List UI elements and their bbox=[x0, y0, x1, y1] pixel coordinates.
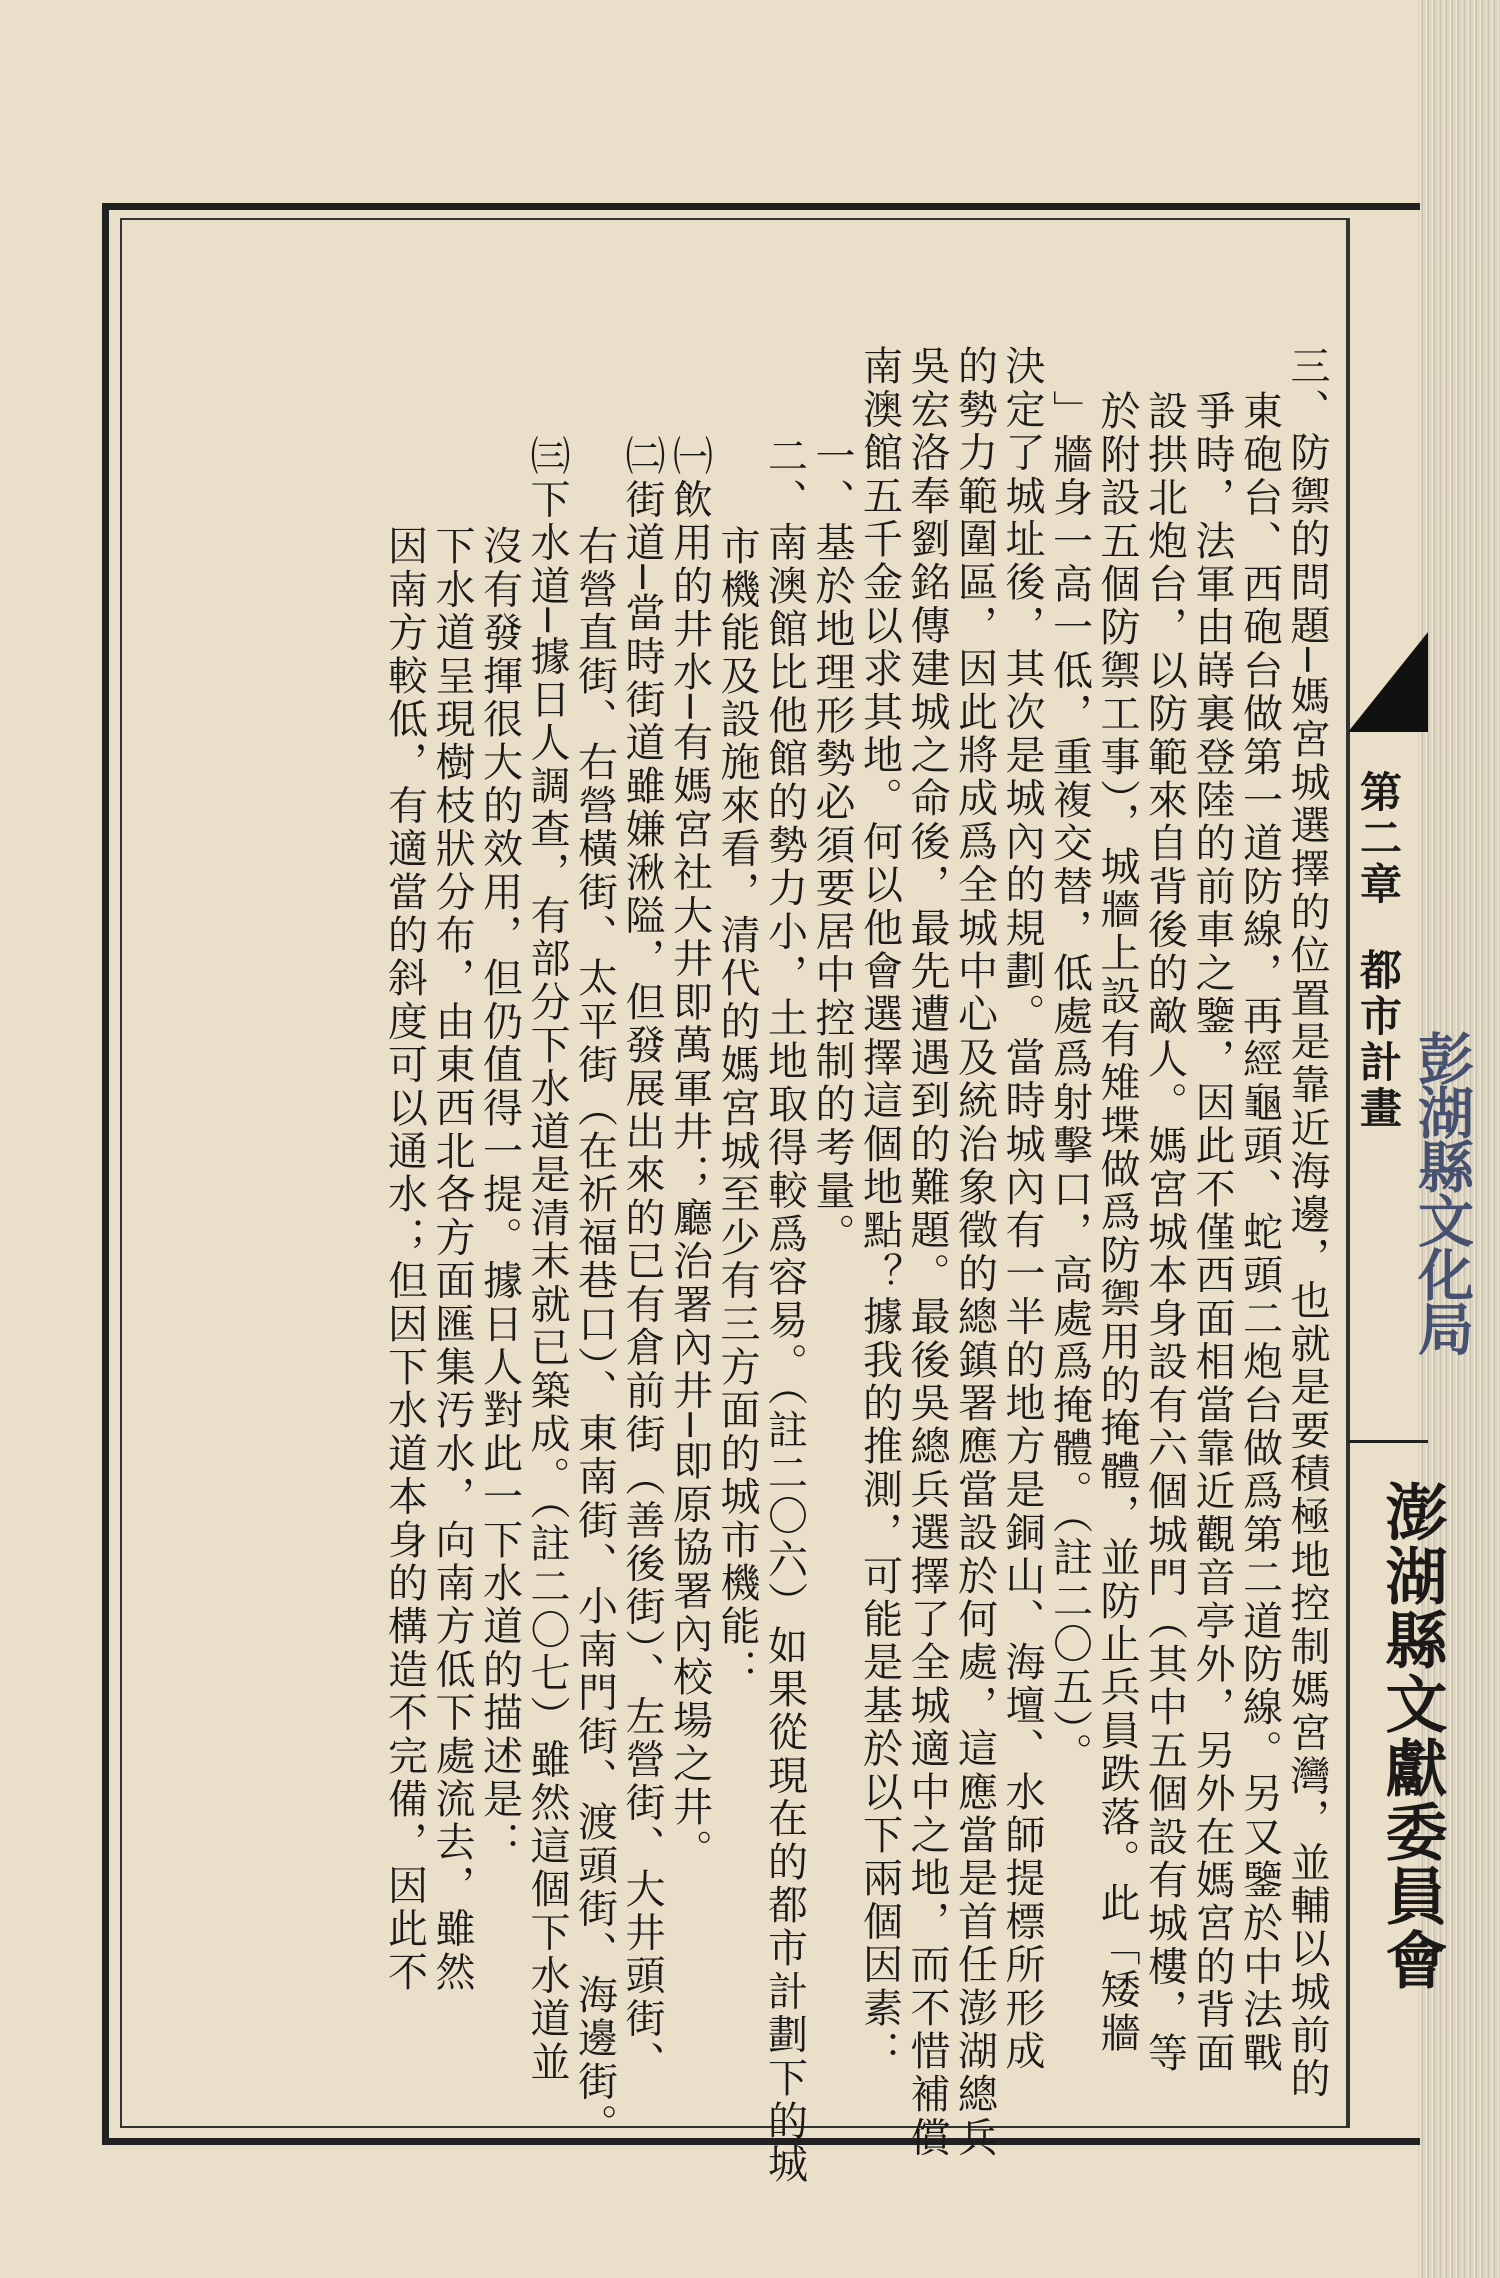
text-line: 的勢力範圍區，因此將成爲全城中心及統治象徵的總鎮署應當設於何處，這應當是首任澎湖總兵 bbox=[951, 345, 998, 2160]
header-rule bbox=[1348, 1440, 1428, 1443]
text-line: 決定了城址後，其次是城內的規劃。當時城內有一半的地方是銅山、海壇、水師提標所形成 bbox=[999, 345, 1045, 2073]
text-line: 爭時，法軍由嵵裏登陸的前車之鑒，因此不僅西面相當靠近觀音亭外，另外在媽宮的背面 bbox=[1189, 390, 1235, 2075]
text-line: 三、防禦的問題─媽宮城選擇的位置是靠近海邊，也就是要積極地控制媽宮灣，並輔以城前的 bbox=[1284, 345, 1330, 2101]
publisher-name: 澎湖縣文獻委員會 bbox=[1375, 1480, 1448, 1992]
library-stamp: 彭湖縣文化局 bbox=[1409, 1030, 1475, 1354]
text-line: 市機能及設施來看，清代的媽宮城至少有三方面的城市機能： bbox=[714, 525, 760, 1692]
text-line: 右營直街、右營橫街、太平街（在祈福巷口）、東南街、小南門街、渡頭街、海邊街。 bbox=[571, 525, 618, 2147]
text-line: 於附設五個防禦工事），城牆上設有雉堞做爲防禦用的掩體，並防止兵員跌落。此「矮牆 bbox=[1094, 390, 1140, 2055]
text-line: 下水道呈現樹枝狀分布，由東西北各方面匯集汚水，向南方低下處流去，雖然 bbox=[429, 525, 475, 1994]
text-line: 設拱北炮台，以防範來自背後的敵人。媽宮城本身設有六個城門（其中五個設有城樓，等 bbox=[1141, 390, 1188, 2075]
text-line: 因南方較低，有適當的斜度可以通水；但因下水道本身的構造不完備，因此不 bbox=[381, 525, 428, 1994]
chapter-title: 都市計畫 bbox=[1354, 948, 1403, 1132]
text-line: 二、南澳館比他館的勢力小，土地取得較爲容易。（註二〇六）如果從現在的都市計劃下的城 bbox=[761, 435, 808, 2187]
text-line: ㈡街道─當時街道雖嫌湫隘，但發展出來的已有倉前街（善後街）、左營街、大井頭街、 bbox=[619, 435, 665, 2084]
text-line: 東砲台、西砲台做第一道防線，再經龜頭、蛇頭二炮台做爲第二道防線。另又鑒於中法戰 bbox=[1236, 390, 1283, 2075]
text-line: ㈠飲用的井水─有媽宮社大井即萬軍井；廳治署內井─即原協署內校場之井。 bbox=[666, 435, 713, 1872]
text-line: 一、基於地理形勢必須要居中控制的考量。 bbox=[809, 435, 855, 1256]
text-line: ㈢下水道─據日人調查，有部分下水道是清末就已築成。（註二〇七）雖然這個下水道並 bbox=[524, 435, 570, 2084]
text-line: 沒有發揮很大的效用，但仍值得一提。據日人對此一下水道的描述是： bbox=[476, 525, 523, 1865]
chapter-number: 第二章 bbox=[1354, 770, 1403, 908]
body-text bbox=[140, 345, 1330, 2187]
text-line: 」牆身一高一低，重複交替，低處爲射擊口，高處爲掩體。（註二〇五）。 bbox=[1046, 390, 1093, 1776]
text-line: 吳宏洛奉劉銘傳建城之命後，最先遭遇到的難題。最後吳總兵選擇了全城適中之地，而不惜補償 bbox=[904, 345, 950, 2160]
chapter-heading bbox=[1354, 770, 1403, 1132]
text-line: 南澳館五千金以求其地。何以他會選擇這個地點？據我的推測，可能是基於以下兩個因素： bbox=[856, 345, 903, 2073]
